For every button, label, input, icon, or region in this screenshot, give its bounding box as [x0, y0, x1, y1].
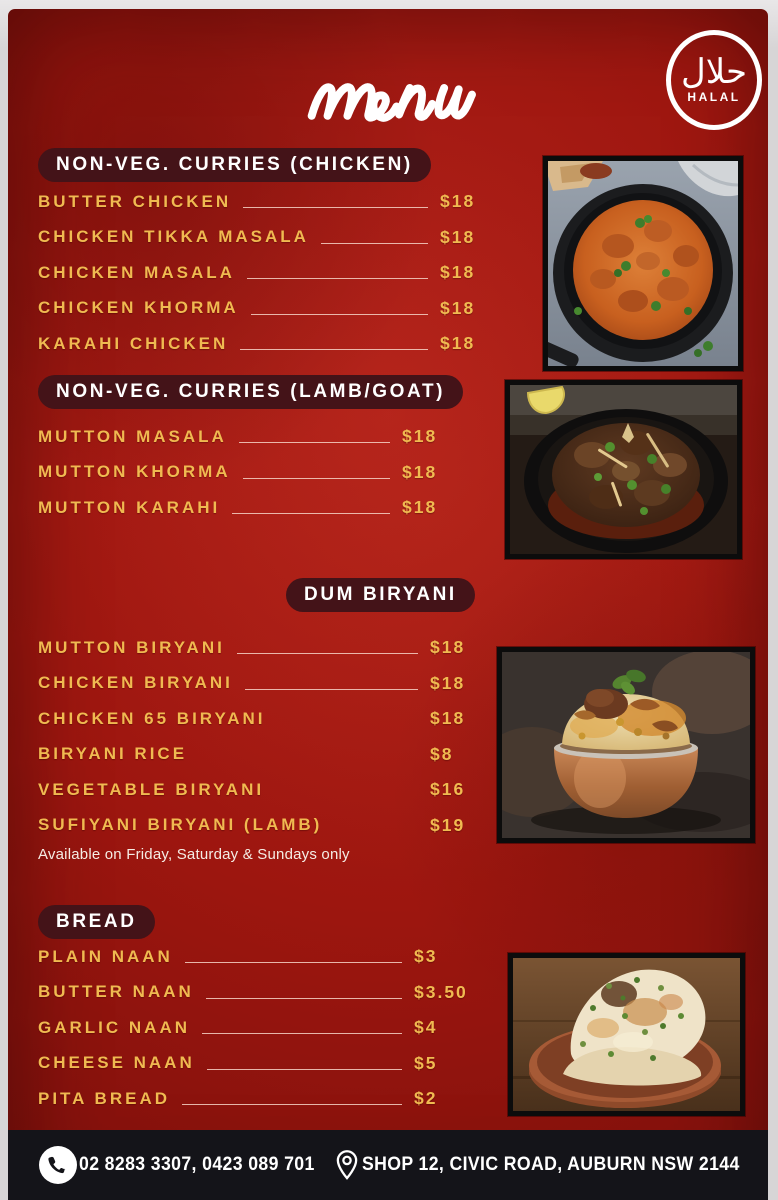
halal-arabic-text: حلال [680, 52, 747, 91]
biryani-illustration [502, 652, 750, 838]
menu-item-name: CHICKEN MASALA [38, 262, 235, 282]
price-leader-line [239, 442, 390, 443]
menu-item-price: $18 [440, 191, 476, 212]
section-bread [38, 905, 498, 1117]
menu-item-row [38, 666, 492, 702]
menu-item-row [38, 455, 458, 491]
naan-photo [508, 953, 745, 1116]
menu-item-name: PLAIN NAAN [38, 946, 173, 966]
price-leader-line [243, 207, 428, 208]
halal-label: HALAL [687, 89, 741, 104]
menu-items-list [38, 939, 498, 1117]
section-header-chicken: NON-VEG. CURRIES (CHICKEN) [38, 148, 431, 182]
menu-item-name: KARAHI CHICKEN [38, 333, 229, 353]
menu-item-name: MUTTON KARAHI [38, 497, 221, 517]
menu-item-row [38, 419, 458, 455]
menu-card [8, 9, 768, 1200]
menu-item-row [38, 220, 498, 256]
menu-item-name: MUTTON KHORMA [38, 462, 231, 482]
menu-item-row [38, 291, 498, 327]
section-header-bread: BREAD [38, 905, 155, 939]
price-leader-line [206, 998, 402, 999]
price-leader-line [237, 653, 418, 654]
menu-item-name: MUTTON BIRYANI [38, 637, 225, 657]
menu-item-name: BUTTER CHICKEN [38, 191, 232, 211]
mutton-curry-illustration [510, 385, 737, 554]
menu-item-price: $19 [430, 814, 466, 835]
menu-item-row [38, 490, 458, 526]
menu-item-price: $16 [430, 779, 466, 800]
menu-item-price: $18 [430, 672, 466, 693]
menu-item-row [38, 255, 498, 291]
menu-item-row [38, 1010, 498, 1046]
section-lamb-goat-curries [38, 375, 458, 526]
section-header-dum-biryani: DUM BIRYANI [286, 578, 475, 612]
menu-item-row [38, 772, 492, 808]
menu-item-price: $2 [414, 1088, 438, 1109]
price-leader-line [182, 1104, 402, 1105]
menu-item-row [38, 939, 498, 975]
menu-item-name: SUFIYANI BIRYANI (LAMB) [38, 815, 323, 835]
menu-item-name: BIRYANI RICE [38, 744, 188, 764]
menu-items-list [38, 184, 498, 362]
halal-badge [666, 30, 762, 130]
menu-item-row [38, 1046, 498, 1082]
menu-item-name: GARLIC NAAN [38, 1017, 190, 1037]
menu-item-name: CHICKEN 65 BIRYANI [38, 708, 266, 728]
price-leader-line [240, 349, 428, 350]
menu-item-price: $18 [402, 426, 438, 447]
phone-numbers: 02 8283 3307, 0423 089 701 [78, 1154, 315, 1175]
menu-item-price: $8 [430, 743, 454, 764]
menu-item-name: VEGETABLE BIRYANI [38, 779, 265, 799]
butter-chicken-photo [543, 156, 743, 371]
naan-illustration [513, 958, 740, 1111]
menu-item-price: $3.50 [414, 981, 468, 1002]
menu-item-name: PITA BREAD [38, 1088, 170, 1108]
price-leader-line [245, 689, 418, 690]
menu-title-script [300, 31, 485, 137]
price-leader-line [247, 278, 428, 279]
menu-item-price: $18 [440, 333, 476, 354]
location-pin-icon [333, 1149, 361, 1181]
section-chicken-curries [38, 148, 498, 362]
menu-item-price: $18 [402, 497, 438, 518]
menu-item-name: CHICKEN KHORMA [38, 298, 239, 318]
section-header-lamb-goat: NON-VEG. CURRIES (LAMB/GOAT) [38, 375, 463, 409]
biryani-photo [497, 647, 755, 843]
menu-item-name: CHICKEN BIRYANI [38, 673, 233, 693]
menu-item-price: $5 [414, 1052, 438, 1073]
butter-chicken-illustration [548, 161, 738, 366]
price-leader-line [207, 1069, 402, 1070]
menu-item-row [38, 184, 498, 220]
menu-item-price: $18 [440, 297, 476, 318]
footer-bar [8, 1130, 768, 1200]
menu-item-row [38, 1081, 498, 1117]
price-leader-line [202, 1033, 402, 1034]
menu-item-price: $18 [402, 461, 438, 482]
price-leader-line [185, 962, 402, 963]
menu-item-price: $18 [440, 262, 476, 283]
availability-note: Available on Friday, Saturday & Sundays only [38, 846, 350, 863]
menu-item-name: CHICKEN TIKKA MASALA [38, 227, 309, 247]
menu-item-price: $3 [414, 946, 438, 967]
menu-items-list [38, 630, 492, 843]
menu-item-price: $18 [430, 637, 466, 658]
menu-item-price: $18 [430, 708, 466, 729]
mutton-curry-photo [505, 380, 742, 559]
price-leader-line [243, 478, 390, 479]
menu-item-row [38, 808, 492, 844]
menu-item-name: CHEESE NAAN [38, 1053, 195, 1073]
price-leader-line [251, 314, 428, 315]
menu-item-price: $4 [414, 1017, 438, 1038]
menu-item-row [38, 737, 492, 773]
menu-item-name: BUTTER NAAN [38, 982, 194, 1002]
menu-item-row [38, 630, 492, 666]
menu-item-row [38, 975, 498, 1011]
address-text: SHOP 12, CIVIC ROAD, AUBURN NSW 2144 [361, 1154, 740, 1175]
phone-icon [38, 1145, 78, 1185]
menu-items-list [38, 419, 458, 526]
menu-item-row [38, 326, 498, 362]
menu-title-text [8, 9, 9, 10]
price-leader-line [321, 243, 428, 244]
menu-item-price: $18 [440, 226, 476, 247]
price-leader-line [232, 513, 390, 514]
menu-item-row [38, 701, 492, 737]
menu-item-name: MUTTON MASALA [38, 426, 227, 446]
section-dum-biryani [38, 578, 492, 863]
